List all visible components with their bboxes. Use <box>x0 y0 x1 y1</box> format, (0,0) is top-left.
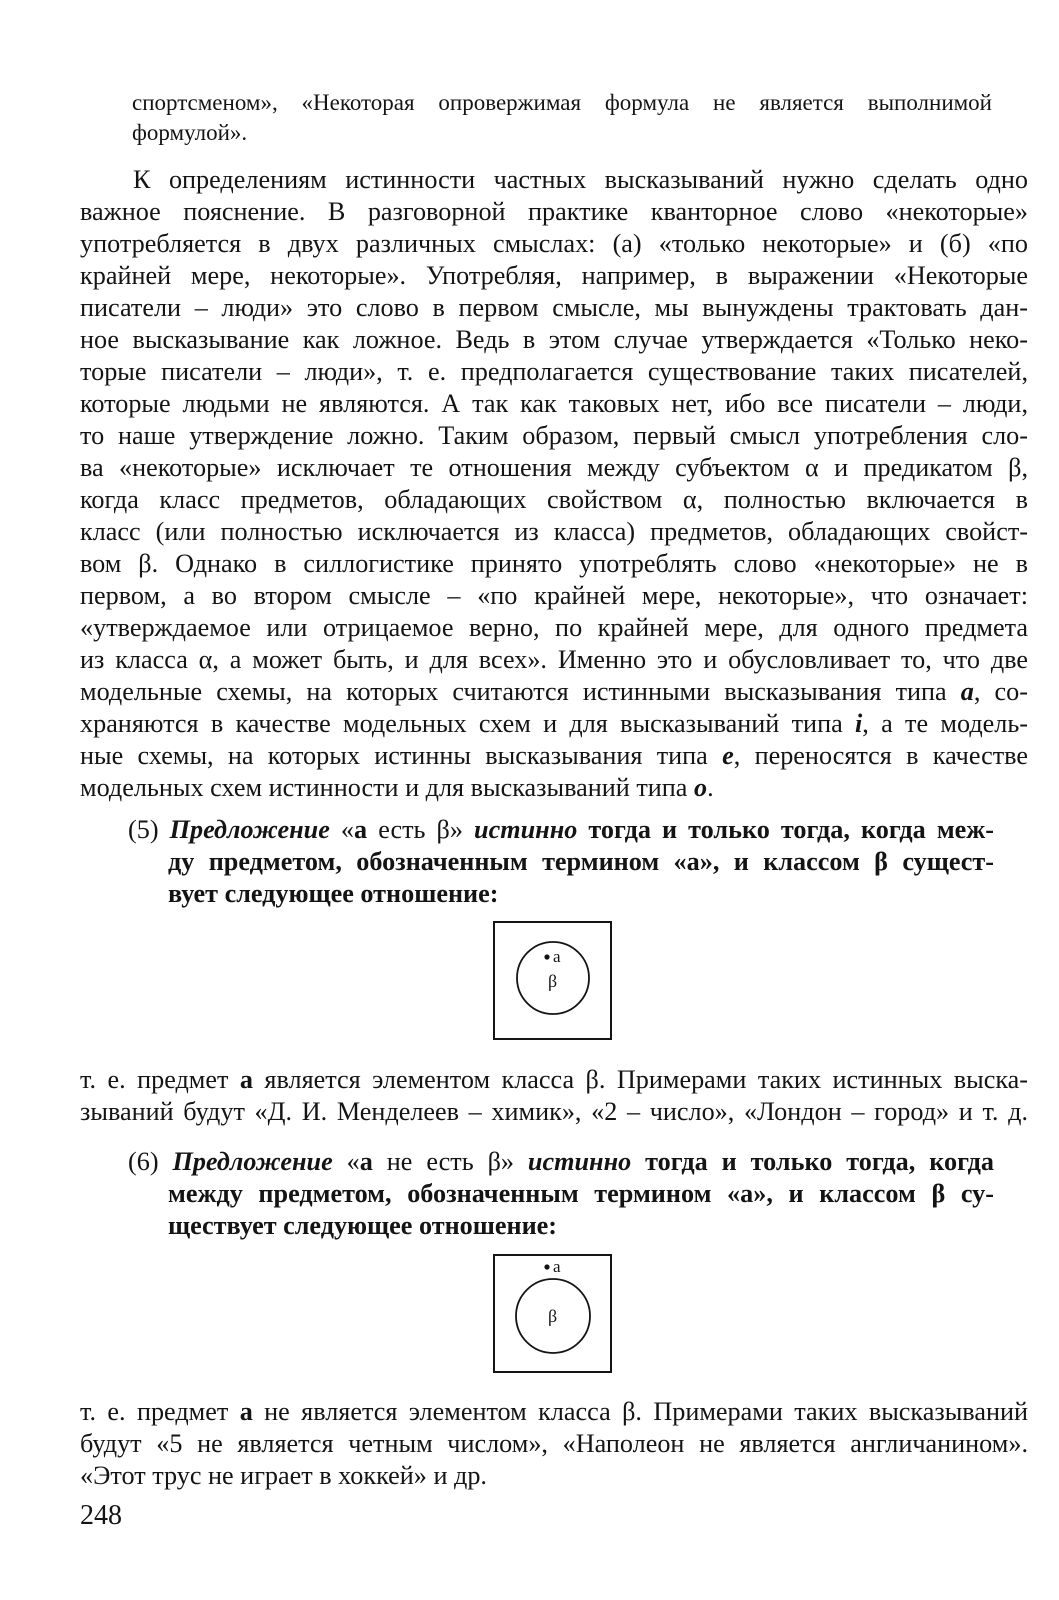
text-line: будут «5 не является четным числом», «Наполеон не является англичанином». <box>80 1429 1028 1458</box>
text-segment: не есть β» <box>372 1147 528 1176</box>
text-line: зываний будут «Д. И. Менделеев – химик», «2 – число», «Лондон – город» и т. д. <box>80 1097 1028 1126</box>
text-line: «Этот трус не играет в хоккей» и др. <box>80 1461 487 1490</box>
text-segment: , переносятся в качестве <box>733 741 1028 770</box>
explanation-5 <box>80 1064 1028 1128</box>
text-segment: « <box>332 1147 360 1176</box>
text-line: первом, а во втором смысле – «по крайней мере, некоторые», что означает: <box>80 581 1028 610</box>
text-line: спортсменом», «Некоторая опровержимая формула не является выполнимой <box>132 90 992 115</box>
text-segment: , со- <box>973 677 1028 706</box>
text-line <box>80 772 1028 804</box>
text-line: вует следующее отношение: <box>168 879 499 908</box>
term-a: а <box>359 1147 373 1176</box>
text-line: крайней мере, некоторые». Употребляя, например, в выражении «Некоторые <box>80 261 1028 290</box>
text-segment: ные схемы, на которых истинны высказывания типа <box>80 741 723 770</box>
text-line: употребляется в двух различных смыслах: (а) «только некоторые» и (б) «по <box>80 229 1028 258</box>
text-line: «утверждаемое или отрицаемое верно, по крайней мере, для одного предмета <box>80 613 1028 642</box>
point-dot <box>544 954 549 959</box>
text-segment: храняются в качестве модельных схем и для высказываний типа <box>80 709 855 738</box>
text-line: ду предметом, обозначенным термином «а», и классом β сущест- <box>168 847 994 876</box>
true-word: истинно <box>527 1147 632 1176</box>
point-label: a <box>553 1257 561 1276</box>
text-line: формулой». <box>132 120 248 145</box>
text-line <box>80 1396 1028 1428</box>
term-a: а <box>354 815 368 844</box>
text-line: ществует следующее отношение: <box>168 1211 558 1240</box>
point-label: a <box>553 947 561 966</box>
text-segment: модельные схемы, на которых считаются истинными высказывания типа <box>80 677 961 706</box>
text-line: которые людьми не являются. А так как таковых нет, ибо все писатели – люди, <box>80 389 1028 418</box>
top-paragraph <box>132 88 992 148</box>
text-line: ва «некоторые» исключает те отношения между субъектом α и предикатом β, <box>80 453 1028 482</box>
text-line <box>80 740 1028 772</box>
point-dot <box>544 1264 549 1269</box>
text-line: писатели – люди» это слово в первом смысле, мы вынуждены трактовать дан- <box>80 293 1028 322</box>
page-number: 248 <box>80 1500 122 1531</box>
text-line: между предметом, обозначенным термином «а», и классом β су- <box>168 1179 994 1208</box>
proposition-number: (5) <box>128 815 170 844</box>
text-segment: т. е. предмет <box>80 1397 240 1426</box>
text-line: ное высказывание как ложное. Ведь в этом случае утверждается «Только неко- <box>80 325 1028 354</box>
proposition-term: Предложение <box>169 815 330 844</box>
type-e-letter: e <box>722 741 734 770</box>
text-line <box>128 1146 994 1178</box>
text-line: К определениям истинности частных высказываний нужно сделать одно <box>133 165 1028 194</box>
proposition-term: Предложение <box>172 1147 333 1176</box>
text-line: класс (или полностью исключается из класса) предметов, обладающих свойст- <box>80 517 1028 546</box>
term-a: а <box>239 1397 253 1426</box>
proposition-6 <box>128 1146 994 1242</box>
text-line: то наше утверждение ложно. Таким образом, первый смысл употребления сло- <box>80 421 1028 450</box>
text-segment: тогда и только тогда, когда <box>631 1147 995 1176</box>
main-paragraph <box>80 164 1028 804</box>
text-line: торые писатели – люди», т. е. предполагается существование таких писателей, <box>80 357 1028 386</box>
text-line <box>80 1064 1028 1096</box>
type-a-letter: a <box>960 677 974 706</box>
text-segment: тогда и только тогда, когда меж- <box>577 815 995 844</box>
proposition-number: (6) <box>128 1147 173 1176</box>
model-diagram-outside <box>493 1254 613 1374</box>
text-line: из класса α, а может быть, и для всех». Именно это и обусловливает то, что две <box>80 645 1028 674</box>
text-segment: не является элементом класса β. Примерами таких высказываний <box>252 1397 1028 1426</box>
text-line: когда класс предметов, обладающих свойством α, полностью включается в <box>80 485 1028 514</box>
explanation-6 <box>80 1396 1028 1492</box>
true-word: истинно <box>474 815 578 844</box>
text-segment: . <box>707 773 714 802</box>
text-segment: « <box>329 815 355 844</box>
class-label: β <box>548 1306 558 1326</box>
text-line: вом β. Однако в силлогистике принято употреблять слово «некоторые» не в <box>80 549 1028 578</box>
model-diagram-inside <box>493 921 613 1041</box>
proposition-5 <box>128 814 994 910</box>
text-segment: т. е. предмет <box>80 1065 240 1094</box>
type-i-letter: i <box>855 709 863 738</box>
term-a: а <box>239 1065 253 1094</box>
text-segment: является элементом класса β. Примерами таких истинных выска- <box>252 1065 1028 1094</box>
class-label: β <box>548 971 558 991</box>
text-line: важное пояснение. В разговорной практике кванторное слово «некоторые» <box>80 197 1028 226</box>
text-segment: есть β» <box>367 815 475 844</box>
text-segment: , а те модель- <box>862 709 1028 738</box>
text-line <box>80 708 1028 740</box>
type-o-letter: o <box>693 773 708 802</box>
text-line <box>128 814 994 846</box>
text-segment: модельных схем истинности и для высказываний типа <box>80 773 694 802</box>
text-line <box>80 676 1028 708</box>
